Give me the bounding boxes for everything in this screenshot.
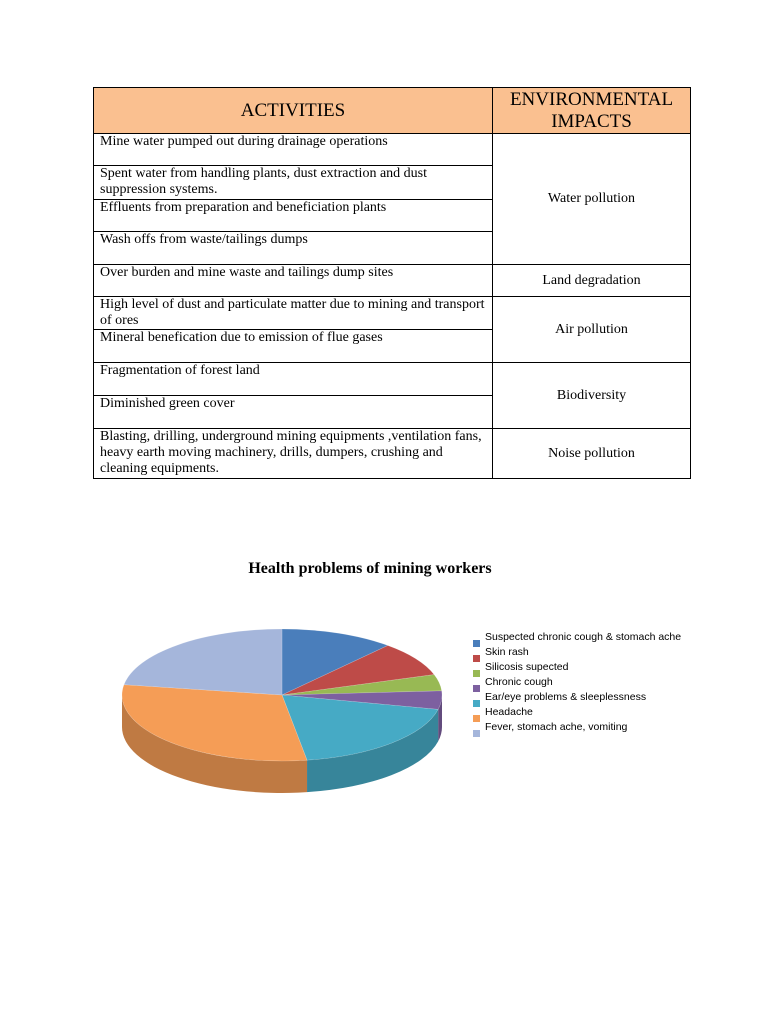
legend-label: Headache xyxy=(485,706,533,718)
chart-title: Health problems of mining workers xyxy=(248,560,492,577)
table-row xyxy=(94,134,691,166)
activity-cell: High level of dust and particulate matter due to mining and transport of ores xyxy=(94,297,493,330)
legend-swatch xyxy=(473,640,480,647)
impact-cell: Air pollution xyxy=(493,297,691,363)
legend-label: Fever, stomach ache, vomiting xyxy=(485,721,628,733)
legend-swatch xyxy=(473,715,480,722)
environmental-impacts-table xyxy=(93,87,691,479)
activity-cell: Effluents from preparation and beneficiation plants xyxy=(94,200,493,232)
legend-item xyxy=(473,632,713,643)
legend-swatch xyxy=(473,685,480,692)
legend-swatch xyxy=(473,655,480,662)
activity-cell: Wash offs from waste/tailings dumps xyxy=(94,232,493,265)
legend-swatch xyxy=(473,730,480,737)
activity-cell: Over burden and mine waste and tailings dump sites xyxy=(94,265,493,297)
legend-label: Ear/eye problems & sleeplessness xyxy=(485,691,647,703)
impact-cell: Land degradation xyxy=(493,265,691,297)
table-row xyxy=(94,429,691,479)
activity-cell: Blasting, drilling, underground mining equipments ,ventilation fans, heavy earth moving machinery, drills, dumpers, crushing and cleaning equipments. xyxy=(94,429,493,479)
legend-item xyxy=(473,692,713,703)
table-row xyxy=(94,297,691,330)
legend-label: Silicosis supected xyxy=(485,661,569,673)
environmental-impacts-header: ENVIRONMENTAL IMPACTS xyxy=(493,88,691,134)
activity-cell: Spent water from handling plants, dust extraction and dust suppression systems. xyxy=(94,166,493,200)
pie-top-faces xyxy=(122,629,442,761)
legend-swatch xyxy=(473,670,480,677)
legend-label: Suspected chronic cough & stomach ache xyxy=(485,631,682,643)
pie-chart xyxy=(110,620,450,820)
impact-cell: Noise pollution xyxy=(493,429,691,479)
legend-item xyxy=(473,722,713,733)
table-row xyxy=(94,265,691,297)
legend-label: Chronic cough xyxy=(485,676,553,688)
table-header-row xyxy=(94,88,691,134)
table-row xyxy=(94,363,691,396)
legend-item xyxy=(473,647,713,658)
legend-item xyxy=(473,677,713,688)
chart-legend xyxy=(473,632,713,737)
table-body xyxy=(94,134,691,479)
legend-item xyxy=(473,662,713,673)
legend-label: Skin rash xyxy=(485,646,529,658)
legend-swatch xyxy=(473,700,480,707)
activity-cell: Mine water pumped out during drainage operations xyxy=(94,134,493,166)
legend-item xyxy=(473,707,713,718)
activity-cell: Fragmentation of forest land xyxy=(94,363,493,396)
activity-cell: Mineral benefication due to emission of flue gases xyxy=(94,330,493,363)
impact-cell: Water pollution xyxy=(493,134,691,265)
pie-slice xyxy=(124,629,282,695)
impact-cell: Biodiversity xyxy=(493,363,691,429)
activities-header: ACTIVITIES xyxy=(94,88,493,134)
activity-cell: Diminished green cover xyxy=(94,396,493,429)
